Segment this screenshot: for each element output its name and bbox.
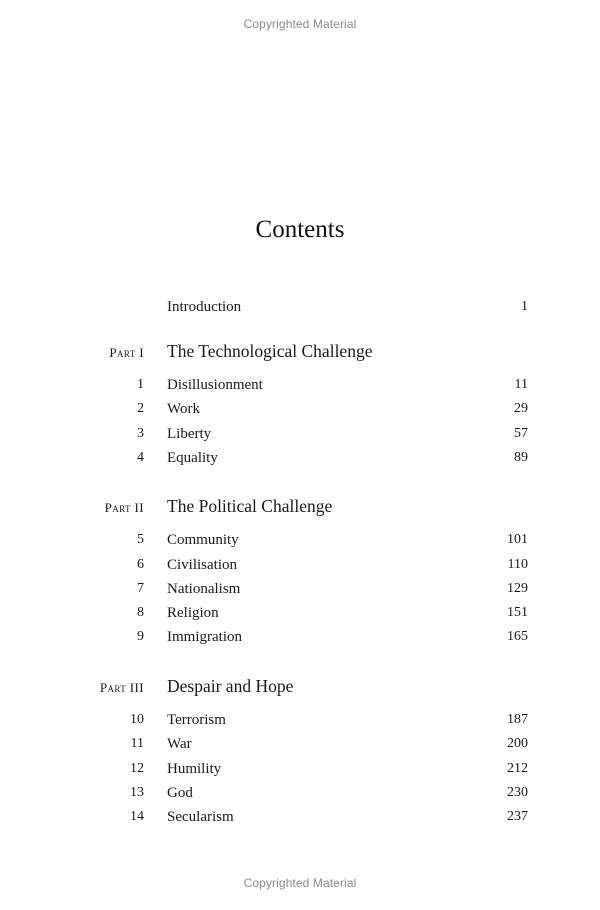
toc-part-heading[interactable]	[0, 676, 600, 699]
chapter-page: 165	[507, 629, 528, 644]
part-title: Despair and Hope	[167, 676, 294, 696]
chapter-number: 2	[137, 401, 144, 416]
toc-chapter-entry[interactable]	[0, 809, 600, 829]
chapter-title: Community	[167, 532, 239, 548]
chapter-number: 6	[137, 557, 144, 572]
chapter-title: Humility	[167, 761, 222, 777]
part-label: Part III	[99, 680, 144, 695]
chapter-title: Work	[167, 401, 200, 417]
toc-chapter-entry[interactable]	[0, 581, 600, 601]
part-title: The Political Challenge	[167, 496, 333, 516]
chapter-title: Immigration	[167, 629, 242, 645]
chapter-number: 11	[130, 736, 144, 751]
toc-chapter-entry[interactable]	[0, 761, 600, 781]
toc-chapter-entry[interactable]	[0, 450, 600, 470]
toc-chapter-entry[interactable]	[0, 605, 600, 625]
chapter-number: 5	[137, 532, 144, 547]
part-title: The Technological Challenge	[167, 341, 373, 361]
toc-chapter-entry[interactable]	[0, 736, 600, 756]
copyright-watermark-bottom: Copyrighted Material	[243, 876, 357, 890]
chapter-number: 13	[130, 785, 144, 800]
toc-chapter-entry[interactable]	[0, 712, 600, 732]
chapter-page: 57	[514, 426, 528, 441]
page-title: Contents	[255, 216, 345, 243]
chapter-page: 151	[507, 605, 528, 620]
toc-chapter-entry[interactable]	[0, 629, 600, 649]
chapter-number: 1	[137, 377, 144, 392]
chapter-number: 12	[130, 761, 144, 776]
chapter-title: God	[167, 785, 193, 801]
chapter-page: 129	[507, 581, 528, 596]
part-label: Part II	[104, 500, 144, 515]
chapter-page: 101	[507, 532, 528, 547]
toc-chapter-entry[interactable]	[0, 785, 600, 805]
chapter-page: 110	[507, 557, 528, 572]
part-label: Part I	[109, 345, 144, 360]
chapter-page: 237	[507, 809, 528, 824]
toc-chapter-entry[interactable]	[0, 377, 600, 397]
chapter-number: 10	[130, 712, 144, 727]
chapter-number: 4	[137, 450, 144, 465]
chapter-page: 11	[514, 377, 528, 392]
chapter-number: 8	[137, 605, 144, 620]
chapter-page: 200	[507, 736, 528, 751]
toc-entry-introduction[interactable]	[0, 299, 600, 319]
chapter-number: 3	[137, 426, 144, 441]
chapter-title: Civilisation	[167, 557, 238, 573]
chapter-page: 230	[507, 785, 528, 800]
chapter-title: Terrorism	[167, 712, 226, 728]
chapter-number: 14	[130, 809, 144, 824]
chapter-number: 7	[137, 581, 144, 596]
toc-chapter-entry[interactable]	[0, 557, 600, 577]
toc-part-heading[interactable]	[0, 496, 600, 519]
chapter-page: 89	[514, 450, 528, 465]
chapter-page: 187	[507, 712, 528, 727]
toc-part-heading[interactable]	[0, 341, 600, 364]
chapter-title: Nationalism	[167, 581, 241, 597]
chapter-page: 29	[514, 401, 528, 416]
chapter-title: Equality	[167, 450, 218, 466]
chapter-page: 212	[507, 761, 528, 776]
chapter-title: Liberty	[167, 426, 212, 442]
copyright-watermark-top: Copyrighted Material	[243, 17, 357, 31]
chapter-number: 9	[137, 629, 144, 644]
toc-chapter-entry[interactable]	[0, 532, 600, 552]
chapter-title: Religion	[167, 605, 219, 621]
chapter-title: War	[167, 736, 192, 752]
toc-chapter-entry[interactable]	[0, 401, 600, 421]
toc-chapter-entry[interactable]	[0, 426, 600, 446]
toc-entry-title: Introduction	[167, 299, 242, 315]
toc-entry-page: 1	[521, 299, 528, 314]
chapter-title: Disillusionment	[167, 377, 263, 393]
chapter-title: Secularism	[167, 809, 234, 825]
